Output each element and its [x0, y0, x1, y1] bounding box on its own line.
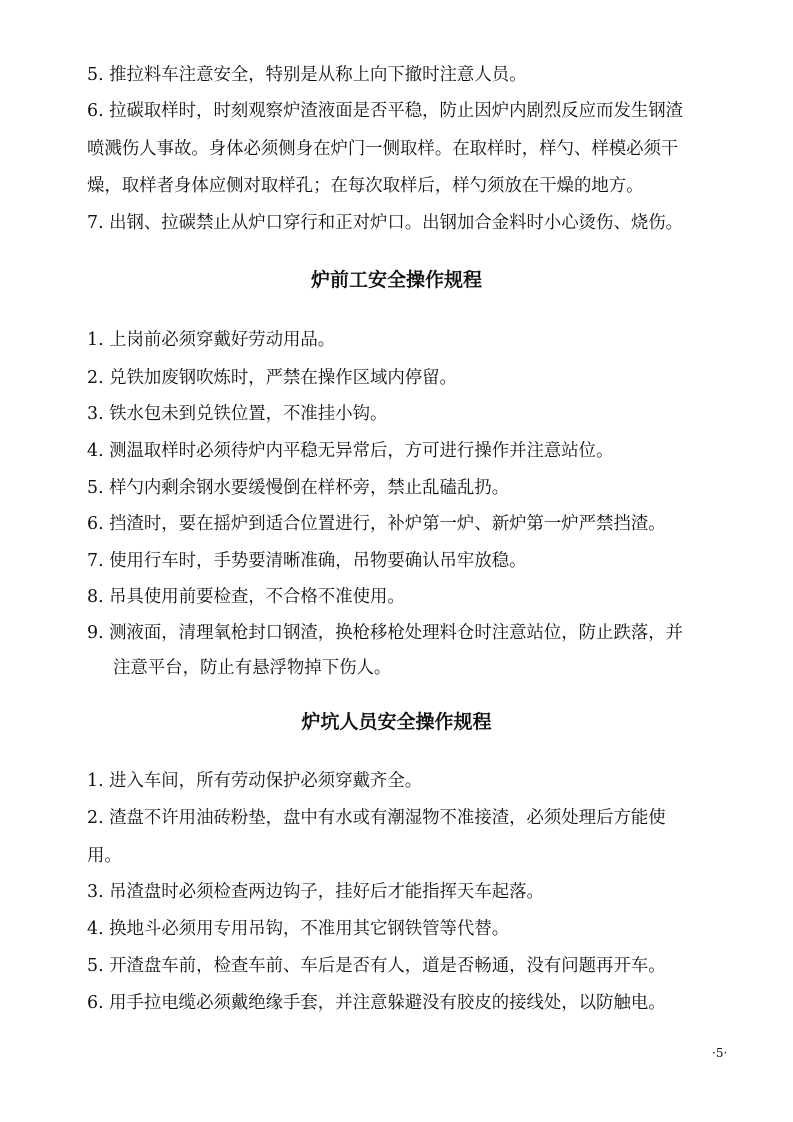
list-item: 1. 上岗前必须穿戴好劳动用品。: [87, 330, 336, 350]
line: 燥，取样者身体应侧对取样孔；在每次取样后，样勺须放在干燥的地方。: [87, 176, 644, 196]
page-number: ·5·: [712, 1046, 728, 1060]
list-item: 5. 样勺内剩余钢水要缓慢倒在样杯旁，禁止乱磕乱扔。: [87, 478, 510, 498]
intro-item-5: 5. 推拉料车注意安全，特别是从称上向下撤时注意人员。: [87, 65, 527, 85]
line: 喷溅伤人事故。身体必须侧身在炉门一侧取样。在取样时，样勺、样模必须干: [87, 139, 679, 159]
list-item: 6. 挡渣时，要在摇炉到适合位置进行，补炉第一炉、新炉第一炉严禁挡渣。: [87, 514, 666, 534]
intro-item-7: 7. 出钢、拉碳禁止从炉口穿行和正对炉口。出钢加合金料时小心烫伤、烧伤。: [87, 213, 684, 233]
list-item: 8. 吊具使用前要检查，不合格不准使用。: [87, 587, 405, 607]
list-item: 6. 用手拉电缆必须戴绝缘手套，并注意躲避没有胶皮的接线处，以防触电。: [87, 993, 666, 1013]
list-item: 9. 测液面，清理氧枪封口钢渣，换枪移枪处理料仓时注意站位，防止跌落，并: [87, 623, 684, 643]
list-item: 4. 换地斗必须用专用吊钩，不准用其它钢铁管等代替。: [87, 919, 510, 939]
list-item: 2. 兑铁加废钢吹炼时，严禁在操作区域内停留。: [87, 368, 457, 388]
list-item: 4. 测温取样时必须待炉内平稳无异常后，方可进行操作并注意站位。: [87, 441, 614, 461]
line: 6. 拉碳取样时，时刻观察炉渣液面是否平稳，防止因炉内剧烈反应而发生钢渣: [87, 101, 684, 121]
section-title: 炉前工安全操作规程: [310, 269, 482, 291]
list-item: 1. 进入车间，所有劳动保护必须穿戴齐全。: [87, 771, 423, 791]
list-item-continuation: 用。: [87, 846, 122, 866]
list-item: 2. 渣盘不许用油砖粉垫，盘中有水或有潮湿物不准接渣，必须处理后方能使: [87, 808, 666, 828]
list-item: 3. 吊渣盘时必须检查两边钩子，挂好后才能指挥天车起落。: [87, 882, 544, 902]
list-item: 7. 使用行车时，手势要清晰准确，吊物要确认吊牢放稳。: [87, 551, 527, 571]
list-item: 5. 开渣盘车前，检查车前、车后是否有人，道是否畅通，没有问题再开车。: [87, 956, 666, 976]
list-item-continuation: 注意平台，防止有悬浮物掉下伤人。: [113, 658, 392, 678]
list-item: 3. 铁水包未到兑铁位置，不准挂小钩。: [87, 404, 388, 424]
section-title: 炉坑人员安全操作规程: [301, 711, 492, 733]
